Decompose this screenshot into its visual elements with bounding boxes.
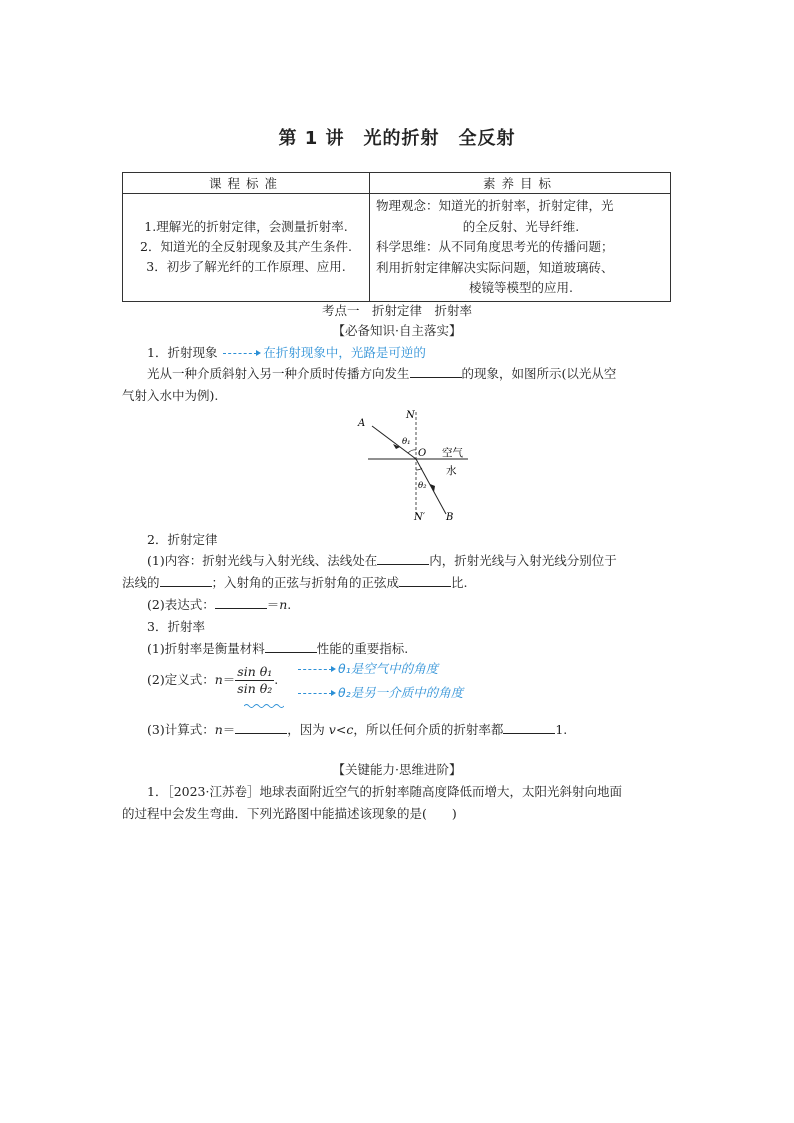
note-theta1: θ₁是空气中的角度 [337, 661, 439, 676]
label-O: O [418, 448, 427, 459]
item3-text: (2)定义式： [147, 672, 215, 687]
blank-line [265, 641, 317, 653]
item1-text [147, 364, 616, 382]
item3-text: 1. [555, 722, 568, 737]
refraction-diagram [350, 404, 480, 524]
label-water: 水 [446, 465, 457, 477]
item2-line2 [122, 573, 468, 591]
item1-note: 在折射现象中，光路是可逆的 [263, 345, 426, 360]
table-header-goals: 素养目标 [370, 173, 671, 194]
handwritten-note-1 [296, 659, 438, 677]
standard-cell [123, 194, 370, 302]
dashed-arrow-icon [298, 669, 332, 670]
item2-line1 [147, 551, 617, 569]
calc-line [147, 720, 567, 738]
item3-text: (3)计算式： [147, 722, 215, 737]
item2-label: 2．折射定律 [147, 532, 218, 547]
var-v: v [328, 722, 336, 737]
item2-text: . [287, 597, 292, 612]
item3-label: 3．折射率 [147, 619, 205, 634]
item2-text: 法线的 [122, 575, 160, 590]
section-heading-knowledge: 【必备知识·自主落实】 [332, 323, 462, 338]
label-air: 空气 [442, 447, 463, 459]
table-header-standard: 课程标准 [123, 173, 370, 194]
goal-line: 物理观念：知道光的折射率，折射定律，光 [376, 198, 614, 213]
var-n: n [279, 597, 288, 612]
item2-text: (2)表达式： [147, 597, 215, 612]
goal-line: 科学思维：从不同角度思考光的传播问题； [376, 239, 614, 254]
item1-text-a: 光从一种介质斜射入另一种介质时传播方向发生 [147, 366, 410, 381]
dashed-arrow-icon [223, 353, 257, 354]
fraction-denominator: sin θ₂ [237, 681, 273, 696]
label-A: A [358, 418, 366, 429]
item2-text: ；入射角的正弦与折射角的正弦成 [211, 575, 400, 590]
question1-line2: 的过程中会发生弯曲．下列光路图中能描述该现象的是( ) [122, 806, 457, 821]
item2-text: 比. [451, 575, 468, 590]
item1-text-b: 的现象，如图所示(以光从空 [461, 366, 617, 381]
standard-line: 3．初步了解光纤的工作原理、应用. [146, 259, 346, 275]
theta1-arc [408, 450, 416, 453]
blank-line [399, 575, 451, 587]
handwritten-note-2 [296, 683, 463, 701]
item1-line [147, 343, 426, 361]
label-N: N [406, 410, 415, 421]
item3-text: ，因为 [287, 722, 329, 737]
goals-cell [370, 194, 671, 302]
item3-text: 性能的重要指标. [316, 641, 409, 656]
item3-line1 [147, 639, 408, 657]
question1-line1: 1．［2023·江苏卷］地球表面附近空气的折射率随高度降低而增大，太阳光斜射向地面 [147, 784, 622, 799]
item3-text: ＝ [222, 722, 236, 737]
item2-text: 内，折射光线与入射光线分别位于 [429, 553, 617, 568]
item3-text: ＝ [222, 672, 236, 687]
wavy-underline-icon [244, 703, 284, 709]
item3-text: ，所以任何介质的折射率都 [353, 722, 504, 737]
item2-text: (1)内容：折射光线与入射光线、法线处在 [147, 553, 378, 568]
var-n: n [214, 672, 223, 687]
var-n: n [214, 722, 223, 737]
item3-text: < [335, 722, 347, 737]
item1-text-c: 气射入水中为例). [122, 388, 219, 403]
fraction [235, 664, 274, 697]
curriculum-table [122, 172, 671, 302]
blank-line [410, 366, 462, 378]
label-B: B [446, 512, 454, 523]
goal-line: 的全反射、光导纤维. [462, 218, 580, 234]
goal-line: 利用折射定律解决实际问题，知道玻璃砖、 [376, 259, 614, 275]
item2-line3 [147, 595, 291, 613]
item2-text: ＝ [266, 597, 280, 612]
definition-formula [147, 664, 278, 697]
item1-label: 1．折射现象 [147, 345, 218, 360]
blank-line [235, 722, 287, 734]
item3-text: (1)折射率是衡量材料 [147, 641, 265, 656]
blank-line [377, 553, 429, 565]
dashed-arrow-icon [298, 693, 332, 694]
blank-line [215, 597, 267, 609]
standard-line: 1.理解光的折射定律，会测量折射率. [144, 219, 348, 235]
note-theta2: θ₂是另一介质中的角度 [337, 685, 464, 700]
fraction-numerator: sin θ₁ [237, 664, 273, 679]
var-c: c [346, 722, 354, 737]
section-heading-ability: 【关键能力·思维进阶】 [332, 762, 462, 777]
label-theta1: θ₁ [402, 437, 411, 447]
label-Nprime: N′ [414, 512, 426, 523]
blank-line [503, 722, 555, 734]
standard-line: 2．知道光的全反射现象及其产生条件. [140, 239, 352, 255]
refracted-arrow-icon [430, 484, 435, 492]
label-theta2: θ₂ [418, 481, 427, 491]
item3-text: . [274, 672, 279, 687]
page-title: 第 1 讲 光的折射 全反射 [278, 128, 516, 149]
kaodian-heading: 考点一 折射定律 折射率 [321, 303, 472, 318]
goal-line: 棱镜等模型的应用. [469, 280, 573, 295]
blank-line [160, 575, 212, 587]
